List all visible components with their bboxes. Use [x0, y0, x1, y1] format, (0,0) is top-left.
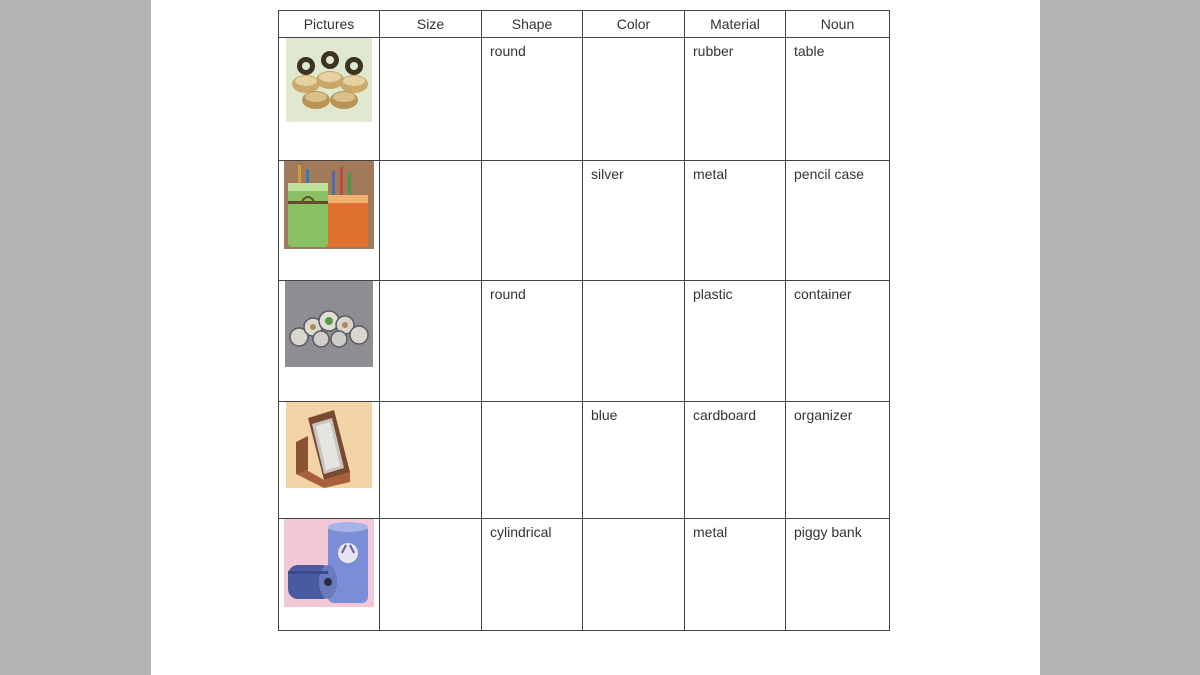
table-row [279, 161, 890, 281]
material-cell[interactable]: rubber [685, 38, 786, 161]
picture-cell [279, 519, 380, 631]
picture-cell [279, 281, 380, 402]
color-cell[interactable]: blue [583, 402, 685, 519]
material-cell[interactable]: plastic [685, 281, 786, 402]
material-cell[interactable]: cardboard [685, 402, 786, 519]
noun-cell[interactable]: piggy bank [786, 519, 890, 631]
size-cell[interactable] [380, 402, 482, 519]
shape-cell[interactable]: round [482, 38, 583, 161]
cardboard-organizer-picture [286, 402, 372, 488]
size-cell[interactable] [380, 38, 482, 161]
header-noun: Noun [786, 11, 890, 38]
picture-cell [279, 402, 380, 519]
worksheet-table [278, 10, 890, 631]
shape-cell[interactable]: round [482, 281, 583, 402]
color-cell[interactable] [583, 519, 685, 631]
pencil-cans-picture [284, 161, 374, 249]
rubber-weights-picture [286, 38, 372, 122]
piggy-bank-cans-picture [284, 519, 374, 607]
table-row [279, 38, 890, 161]
noun-cell[interactable]: container [786, 281, 890, 402]
header-color: Color [583, 11, 685, 38]
shape-cell[interactable] [482, 402, 583, 519]
color-cell[interactable]: silver [583, 161, 685, 281]
header-size: Size [380, 11, 482, 38]
table-row [279, 281, 890, 402]
round-containers-picture [285, 281, 373, 367]
picture-cell [279, 161, 380, 281]
picture-cell [279, 38, 380, 161]
size-cell[interactable] [380, 519, 482, 631]
header-pictures: Pictures [279, 11, 380, 38]
header-material: Material [685, 11, 786, 38]
table-row [279, 519, 890, 631]
material-cell[interactable]: metal [685, 519, 786, 631]
header-shape: Shape [482, 11, 583, 38]
color-cell[interactable] [583, 281, 685, 402]
size-cell[interactable] [380, 281, 482, 402]
shape-cell[interactable] [482, 161, 583, 281]
noun-cell[interactable]: organizer [786, 402, 890, 519]
material-cell[interactable]: metal [685, 161, 786, 281]
noun-cell[interactable]: pencil case [786, 161, 890, 281]
shape-cell[interactable]: cylindrical [482, 519, 583, 631]
document-page [151, 0, 1040, 675]
noun-cell[interactable]: table [786, 38, 890, 161]
size-cell[interactable] [380, 161, 482, 281]
header-row [279, 11, 890, 38]
color-cell[interactable] [583, 38, 685, 161]
table-row [279, 402, 890, 519]
